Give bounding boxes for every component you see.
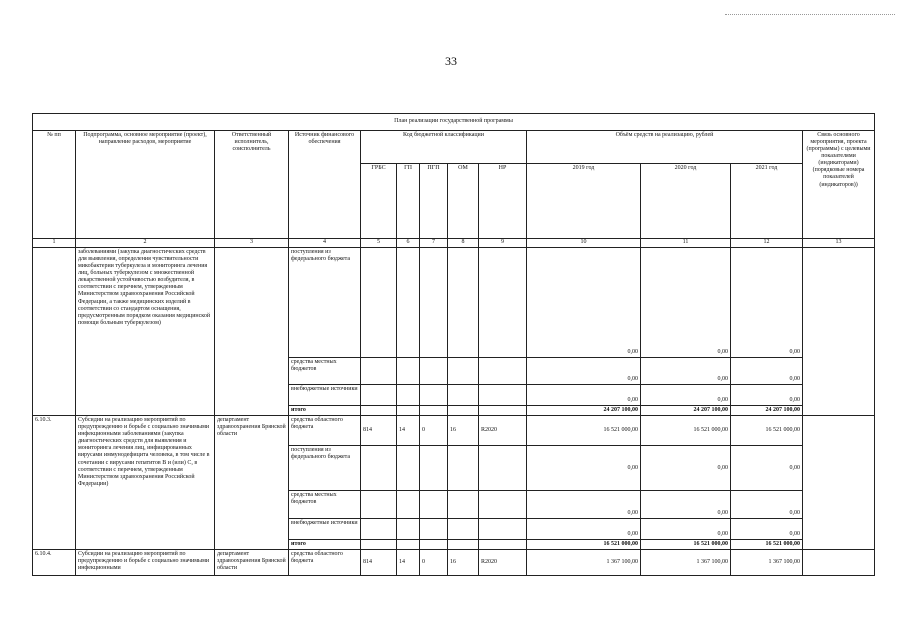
row-number: 6.10.4. (33, 550, 76, 576)
value-2020: 0,00 (641, 519, 731, 540)
code-gp: 14 (397, 416, 420, 446)
funding-source: средства местных бюджетов (289, 491, 361, 519)
table-row (33, 248, 875, 358)
value-2020: 24 207 100,00 (641, 406, 731, 416)
header-num: № пп (33, 131, 76, 239)
activity-description: Субсидии на реализацию мероприятий по предупреждению и борьбе с социально значимыми инфекционными заболеваниями (закупка диагностических средств для выявления и мониторинга лечения лиц, инфицированных вирусами иммунодефицита человека, в том числе в сочетании с вирусами гепатитов В и (или) С, в соответствии с перечнем, утвержденным Министерством здравоохранения Российской Федерации) (76, 416, 215, 550)
header-responsible: Ответственный исполнитель, соисполнитель (215, 131, 289, 239)
code-om: 16 (448, 550, 479, 576)
table-row (33, 416, 875, 446)
funding-source: внебюджетные источники (289, 519, 361, 540)
header-np: НР (479, 164, 527, 239)
value-2021: 0,00 (731, 446, 803, 491)
header-2019: 2019 год (527, 164, 641, 239)
header-subprogram: Подпрограмма, основное мероприятие (проект), направление расходов, мероприятие (76, 131, 215, 239)
value-2021: 1 367 100,00 (731, 550, 803, 576)
header-pgp: ПГП (420, 164, 448, 239)
header-source: Источник финансового обеспечения (289, 131, 361, 239)
value-2021: 16 521 000,00 (731, 540, 803, 550)
table-row (33, 550, 875, 576)
funding-source: средства областного бюджета (289, 550, 361, 576)
funding-source: итого (289, 540, 361, 550)
column-number: 7 (420, 239, 448, 248)
header-grbs: ГРБС (361, 164, 397, 239)
scan-artifact-line (725, 14, 895, 15)
value-2020: 0,00 (641, 385, 731, 406)
value-2020: 16 521 000,00 (641, 540, 731, 550)
column-number: 10 (527, 239, 641, 248)
funding-source: средства областного бюджета (289, 416, 361, 446)
activity-description: Субсидии на реализацию мероприятий по предупреждению и борьбе с социально значимыми инфекционными (76, 550, 215, 576)
funding-source: поступления из федерального бюджета (289, 248, 361, 358)
value-2021: 0,00 (731, 248, 803, 358)
column-number: 2 (76, 239, 215, 248)
funding-source: поступления из федерального бюджета (289, 446, 361, 491)
value-2019: 0,00 (527, 248, 641, 358)
header-volume: Объём средств на реализацию, рублей (527, 131, 803, 164)
value-2019: 0,00 (527, 385, 641, 406)
funding-source: итого (289, 406, 361, 416)
value-2021: 24 207 100,00 (731, 406, 803, 416)
value-2019: 0,00 (527, 446, 641, 491)
code-om: 16 (448, 416, 479, 446)
column-number: 9 (479, 239, 527, 248)
column-number: 6 (397, 239, 420, 248)
header-gp: ГП (397, 164, 420, 239)
responsible-executor: департамент здравоохранения Брянской области (215, 550, 289, 576)
column-number: 8 (448, 239, 479, 248)
value-2020: 16 521 000,00 (641, 416, 731, 446)
code-np: R2020 (479, 550, 527, 576)
funding-source: средства местных бюджетов (289, 358, 361, 385)
value-2021: 0,00 (731, 519, 803, 540)
row-number: 6.10.3. (33, 416, 76, 550)
value-2021: 16 521 000,00 (731, 416, 803, 446)
column-number: 11 (641, 239, 731, 248)
responsible-executor: департамент здравоохранения Брянской области (215, 416, 289, 550)
header-2021: 2021 год (731, 164, 803, 239)
value-2020: 0,00 (641, 358, 731, 385)
value-2019: 16 521 000,00 (527, 540, 641, 550)
value-2020: 0,00 (641, 446, 731, 491)
header-budget-code: Код бюджетной классификации (361, 131, 527, 164)
page-number: 33 (445, 54, 457, 68)
value-2021: 0,00 (731, 385, 803, 406)
value-2019: 0,00 (527, 358, 641, 385)
column-number: 1 (33, 239, 76, 248)
value-2019: 0,00 (527, 519, 641, 540)
funding-source: внебюджетные источники (289, 385, 361, 406)
column-number: 13 (803, 239, 875, 248)
column-number: 5 (361, 239, 397, 248)
value-2021: 0,00 (731, 491, 803, 519)
table-title: План реализации государственной программы (33, 114, 875, 131)
value-2019: 24 207 100,00 (527, 406, 641, 416)
value-2021: 0,00 (731, 358, 803, 385)
value-2020: 0,00 (641, 491, 731, 519)
code-np: R2020 (479, 416, 527, 446)
code-pgp: 0 (420, 416, 448, 446)
code-grbs: 814 (361, 416, 397, 446)
value-2020: 0,00 (641, 248, 731, 358)
column-number: 4 (289, 239, 361, 248)
value-2019: 1 367 100,00 (527, 550, 641, 576)
header-om: ОМ (448, 164, 479, 239)
code-grbs: 814 (361, 550, 397, 576)
header-link: Связь основного мероприятия, проекта (программы) с целевыми показателями (индикаторами) (порядковые номера показателей (индикаторов)) (803, 131, 875, 239)
column-number: 3 (215, 239, 289, 248)
program-plan-table (32, 113, 875, 576)
value-2019: 0,00 (527, 491, 641, 519)
column-number: 12 (731, 239, 803, 248)
value-2019: 16 521 000,00 (527, 416, 641, 446)
activity-description: заболеваниями (закупка диагностических средств для выявления, определения чувствительности микобактерии туберкулеза и мониторинга лечения лиц, больных туберкулезом с множественной лекарственной устойчивостью возбудителя, в соответствии с перечнем, утвержденным Министерством здравоохранения Российской Федерации, а также медицинских изделий в соответствии со стандартом оснащения, предусмотренным порядком оказания медицинской помощи больным туберкулезом) (76, 248, 215, 416)
code-pgp: 0 (420, 550, 448, 576)
value-2020: 1 367 100,00 (641, 550, 731, 576)
code-gp: 14 (397, 550, 420, 576)
header-2020: 2020 год (641, 164, 731, 239)
